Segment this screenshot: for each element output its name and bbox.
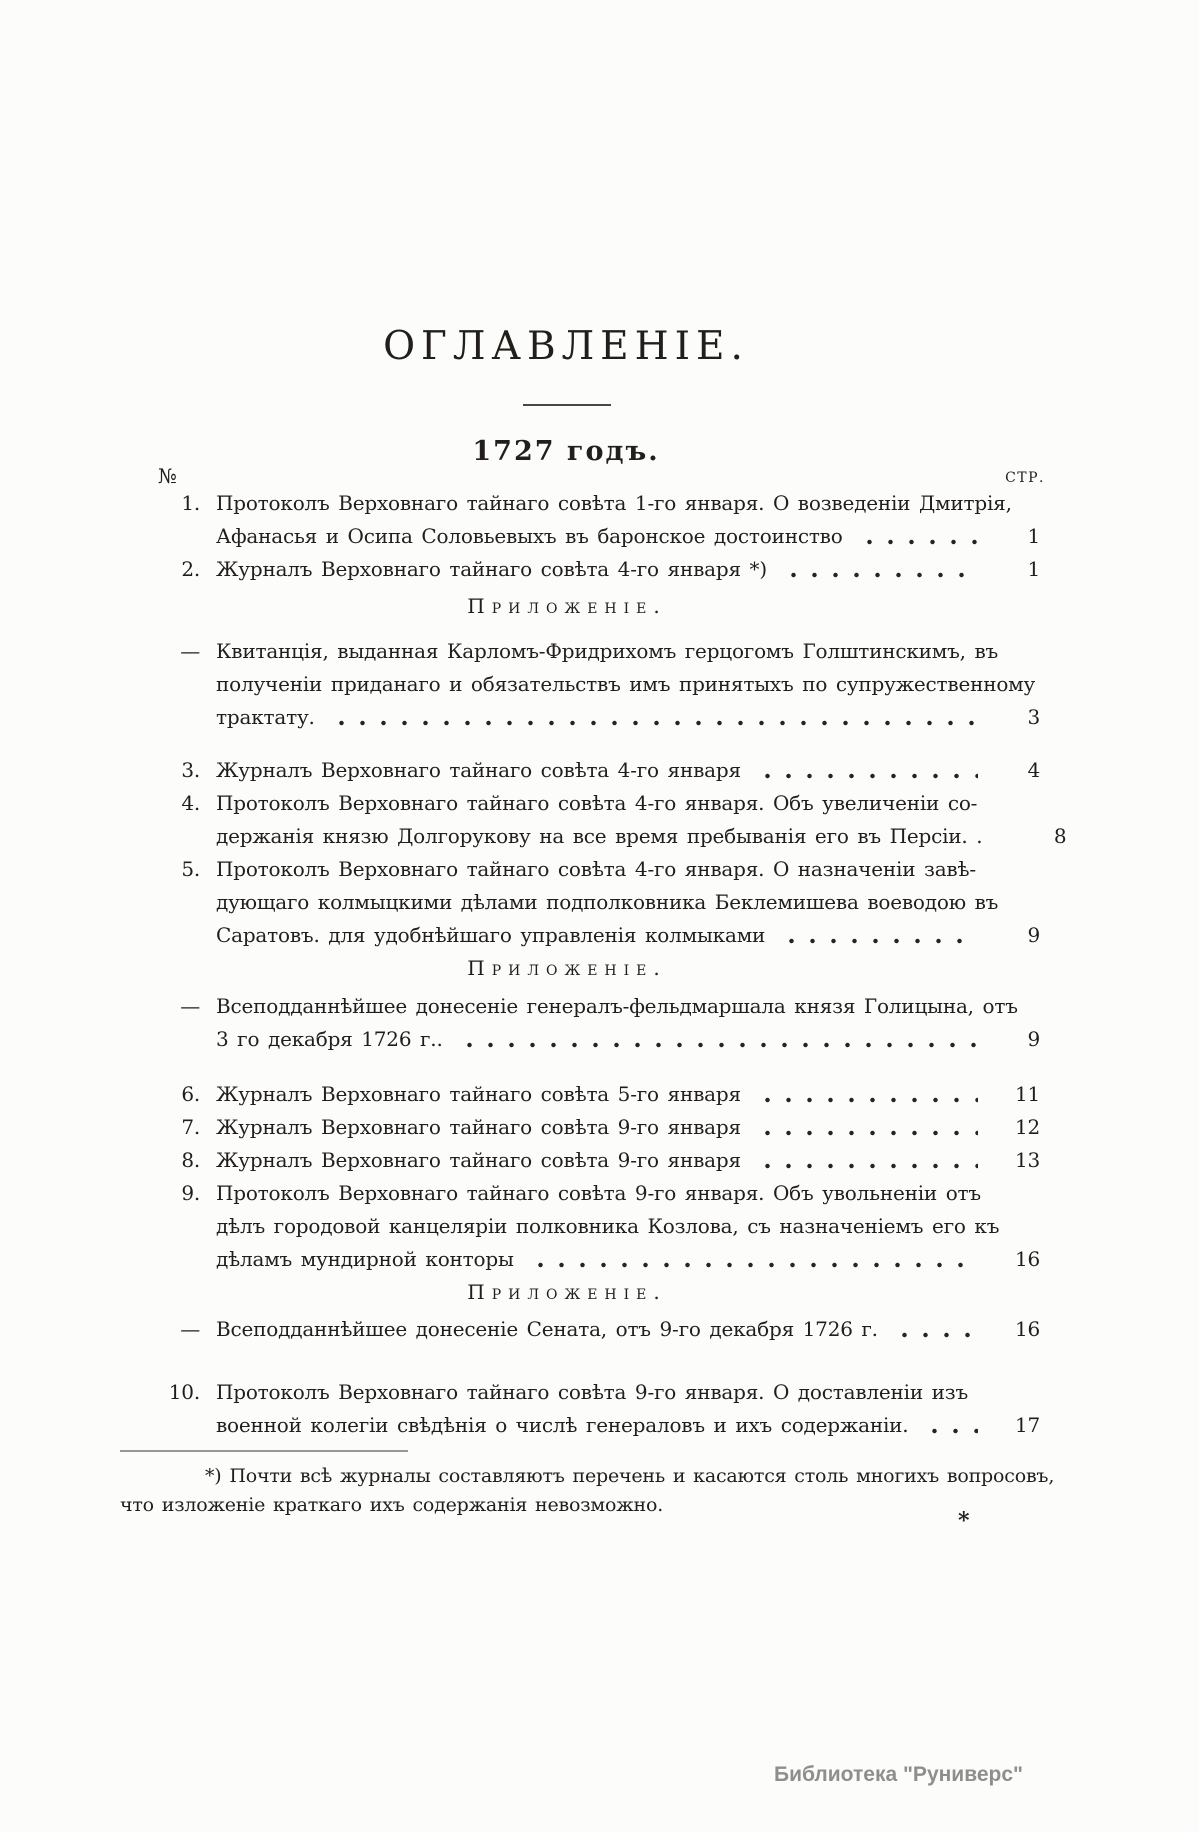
entry-text: дѣлъ городовой канцеляріи полковника Козлова, съ назначеніемъ его къ — [216, 1214, 1000, 1238]
toc-entry-row — [0, 886, 1199, 919]
footnote-line: *) Почти всѣ журналы составляютъ перечень и касаются столь многихъ вопросовъ, — [205, 1465, 1055, 1487]
entry-number: 10. — [168, 1380, 200, 1404]
toc-entry-row — [0, 1243, 1199, 1276]
toc-entry-row — [0, 1376, 1199, 1409]
entry-number: 3. — [181, 758, 200, 782]
entry-number: 6. — [181, 1082, 200, 1106]
number-column-header: № — [158, 464, 177, 488]
annex-row — [0, 1023, 1199, 1056]
entry-text: Журналъ Верховнаго тайнаго совѣта 4-го января *) — [216, 557, 767, 581]
entry-text: Протоколъ Верховнаго тайнаго совѣта 9-го января. О доставленіи изъ — [216, 1380, 969, 1404]
page-number: 1 — [1027, 524, 1040, 548]
leader-dots — [327, 701, 978, 734]
footnote — [120, 1462, 1055, 1520]
toc-entry-row — [0, 820, 1199, 853]
leader-dots — [753, 1111, 978, 1144]
annex-row — [0, 701, 1199, 734]
entry-text: Протоколъ Верховнаго тайнаго совѣта 4-го января. Объ увеличеніи со- — [216, 791, 978, 815]
page-number: 3 — [1027, 705, 1040, 729]
entry-number: 9. — [181, 1181, 200, 1205]
leader-dots — [920, 1409, 978, 1442]
toc-entry-row — [0, 1210, 1199, 1243]
entry-text: полученіи приданаго и обязательствъ имъ принятыхъ по супружественному — [216, 672, 1036, 696]
leader-dots — [526, 1243, 978, 1276]
page-column-header: СТР. — [1005, 470, 1045, 486]
leader-dots — [994, 820, 1004, 853]
entry-text: дѣламъ мундирной конторы — [216, 1247, 514, 1271]
entry-number: 1. — [181, 491, 200, 515]
entry-text: Журналъ Верховнаго тайнаго совѣта 9-го января — [216, 1115, 741, 1139]
page-number: 16 — [1014, 1317, 1040, 1341]
entry-number: 7. — [181, 1115, 200, 1139]
toc-entry-row — [0, 787, 1199, 820]
entry-text: дующаго колмыцкими дѣлами подполковника Беклемишева воеводою въ — [216, 890, 999, 914]
page-number: 1 — [1027, 557, 1040, 581]
annex-dash: — — [180, 639, 200, 663]
leader-dots — [779, 553, 978, 586]
year-heading: 1727 годъ. — [472, 436, 660, 467]
page-number: 9 — [1027, 923, 1040, 947]
toc-entry-row — [0, 487, 1199, 520]
toc-entry-row — [0, 1078, 1199, 1111]
page-number: 11 — [1014, 1082, 1040, 1106]
annex-dash: — — [180, 994, 200, 1018]
page-number: 12 — [1014, 1115, 1040, 1139]
leader-dots — [777, 919, 978, 952]
entry-text: Журналъ Верховнаго тайнаго совѣта 5-го января — [216, 1082, 741, 1106]
page-number: 17 — [1014, 1413, 1040, 1437]
annex-heading: Приложеніе. — [467, 956, 667, 980]
annex-row — [0, 1313, 1199, 1346]
entry-text: Всеподданнѣйшее донесеніе генералъ-фельдмаршала князя Голицына, отъ — [216, 994, 1018, 1018]
annex-heading: Приложеніе. — [467, 594, 667, 618]
entry-text: Протоколъ Верховнаго тайнаго совѣта 9-го января. Объ увольненіи отъ — [216, 1181, 981, 1205]
toc-entry-row — [0, 754, 1199, 787]
leader-dots — [753, 1144, 978, 1177]
signature-asterisk: * — [958, 1508, 970, 1534]
annex-row — [0, 668, 1199, 701]
entry-text: Журналъ Верховнаго тайнаго совѣта 9-го января — [216, 1148, 741, 1172]
toc-entry-row — [0, 520, 1199, 553]
toc-entry-row — [0, 1111, 1199, 1144]
page-number: 16 — [1014, 1247, 1040, 1271]
toc-entry-row — [0, 853, 1199, 886]
toc-entry-row — [0, 1144, 1199, 1177]
page-number: 9 — [1027, 1027, 1040, 1051]
entry-text: Афанасья и Осипа Соловьевыхъ въ баронское достоинство — [216, 524, 843, 548]
annex-dash: — — [180, 1317, 200, 1341]
library-watermark: Библиотека "Руниверс" — [773, 1763, 1023, 1786]
page-number: 8 — [1053, 824, 1067, 848]
leader-dots — [855, 520, 978, 553]
leader-dots — [455, 1023, 978, 1056]
entry-text: Квитанція, выданная Карломъ-Фридрихомъ герцогомъ Голштинскимъ, въ — [216, 639, 999, 663]
entry-text: Протоколъ Верховнаго тайнаго совѣта 1-го января. О возведеніи Дмитрія, — [216, 491, 1012, 515]
toc-entry-row — [0, 919, 1199, 952]
entry-text: Журналъ Верховнаго тайнаго совѣта 4-го января — [216, 758, 741, 782]
annex-heading: Приложеніе. — [467, 1280, 667, 1304]
leader-dots — [753, 754, 978, 787]
entry-number: 2. — [181, 557, 200, 581]
annex-row — [0, 635, 1199, 668]
entry-text: Саратовъ. для удобнѣйшаго управленія колмыками — [216, 923, 766, 947]
leader-dots — [753, 1078, 978, 1111]
entry-text: держанія князю Долгорукову на все время пребыванія его въ Персіи. . — [216, 824, 983, 848]
page-number: 4 — [1027, 758, 1040, 782]
entry-text: 3 го декабря 1726 г.. — [216, 1027, 443, 1051]
entry-text: Протоколъ Верховнаго тайнаго совѣта 4-го января. О назначеніи завѣ- — [216, 857, 976, 881]
toc-entry-row — [0, 1409, 1199, 1442]
entry-text: трактату. — [216, 705, 315, 729]
entry-text: Всеподданнѣйшее донесеніе Сената, отъ 9-го декабря 1726 г. — [216, 1317, 878, 1341]
entry-number: 5. — [181, 857, 200, 881]
page-number: 13 — [1014, 1148, 1040, 1172]
annex-row — [0, 990, 1199, 1023]
entry-text: военной колегіи свѣдѣнія о числѣ генераловъ и ихъ содержаніи. — [216, 1413, 909, 1437]
title-divider-rule — [523, 404, 611, 406]
footnote-line: что изложеніе краткаго ихъ содержанія невозможно. — [120, 1494, 664, 1516]
table-of-contents — [0, 487, 1199, 1442]
footnote-divider-rule — [120, 1450, 408, 1452]
entry-number: 8. — [181, 1148, 200, 1172]
page-title: ОГЛАВЛЕНІЕ. — [383, 324, 749, 369]
toc-entry-row — [0, 553, 1199, 586]
toc-entry-row — [0, 1177, 1199, 1210]
entry-number: 4. — [181, 791, 200, 815]
leader-dots — [890, 1313, 978, 1346]
